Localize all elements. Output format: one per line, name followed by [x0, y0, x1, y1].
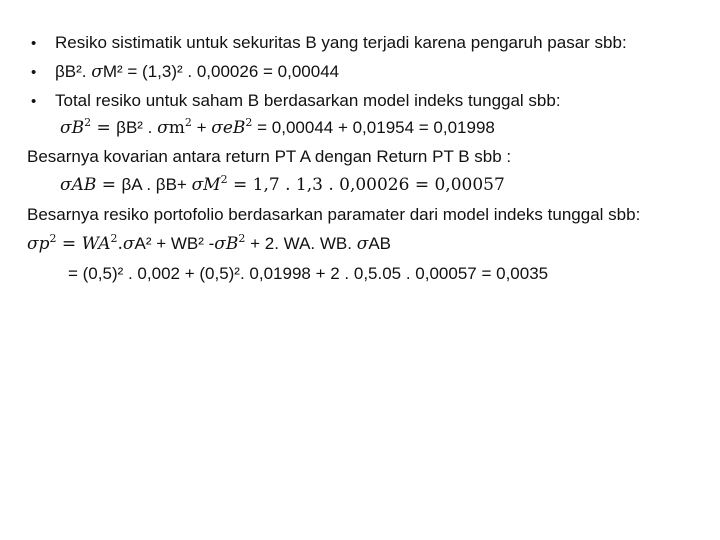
- line-2-seg-0: βB².: [55, 62, 92, 81]
- line-3: [55, 90, 561, 112]
- line-2-seg-2: M² = (1,3)² . 0,00026 = 0,00044: [102, 62, 340, 81]
- line-4: [60, 117, 495, 139]
- line-8-mid: A² + WB² -: [134, 234, 215, 253]
- line-2: [55, 61, 339, 83]
- line-5: [27, 146, 511, 168]
- line-6-beta: βA . βB+: [121, 175, 192, 194]
- line-8-sigma-1: σ: [122, 234, 135, 254]
- line-6-sup: 2: [220, 173, 228, 186]
- line-4-sigma: σ: [157, 118, 169, 138]
- line-2-sigma: σ: [91, 62, 103, 82]
- line-8-sup-2: 2: [110, 232, 118, 245]
- line-8-dot: .: [117, 234, 123, 254]
- line-4-sigmaeB: σeB: [211, 118, 246, 138]
- line-4-sup-3: 2: [245, 116, 253, 129]
- line-4-plus: +: [191, 118, 212, 137]
- line-7-text: Besarnya resiko portofolio berdasarkan paramater dari model indeks tunggal sbb:: [27, 205, 641, 224]
- line-4-eq: =: [91, 118, 117, 138]
- line-1: [55, 32, 627, 54]
- line-8-eq: =: [56, 234, 82, 254]
- line-8-AB: AB: [368, 234, 392, 253]
- bullet-2: •: [31, 64, 37, 81]
- line-9: [68, 263, 548, 285]
- line-6-tail: = 1,7 . 1,3 . 0,00026 = 0,00057: [227, 175, 505, 195]
- line-5-text: Besarnya kovarian antara return PT A dengan Return PT B sbb :: [27, 147, 512, 166]
- line-4-sup-1: 2: [84, 116, 92, 129]
- line-6-sigmaM: σM: [191, 175, 221, 195]
- line-9-text: = (0,5)² . 0,002 + (0,5)². 0,01998 + 2 . 0,5.05 . 0,00057 = 0,0035: [68, 264, 549, 283]
- line-4-sigmaB: σB: [60, 118, 85, 138]
- line-8-sigma-2: σ: [356, 234, 369, 254]
- line-8-sup-1: 2: [49, 232, 57, 245]
- line-8-sigmap: σp: [27, 234, 50, 254]
- line-4-tail: = 0,00044 + 0,01954 = 0,01998: [252, 118, 495, 137]
- bullet-1: •: [31, 35, 37, 52]
- line-8-sigmaB: σB: [214, 234, 239, 254]
- line-8-sup-3: 2: [238, 232, 246, 245]
- line-3-text: Total resiko untuk saham B berdasarkan model indeks tunggal sbb:: [55, 91, 561, 110]
- line-4-sup-2: 2: [184, 116, 192, 129]
- line-6-sigmaAB: σAB: [60, 175, 97, 195]
- bullet-3: •: [31, 93, 37, 110]
- line-7: [27, 204, 640, 226]
- line-8-tail: + 2. WA. WB.: [245, 234, 357, 253]
- line-6: [60, 174, 505, 196]
- line-8-WA: WA: [81, 234, 111, 254]
- line-1-text: Resiko sistimatik untuk sekuritas B yang terjadi karena pengaruh pasar sbb:: [55, 33, 627, 52]
- line-8: [27, 233, 391, 255]
- line-4-m: m: [168, 118, 185, 138]
- line-4-beta: βB² .: [116, 118, 158, 137]
- line-6-eq: =: [96, 175, 122, 195]
